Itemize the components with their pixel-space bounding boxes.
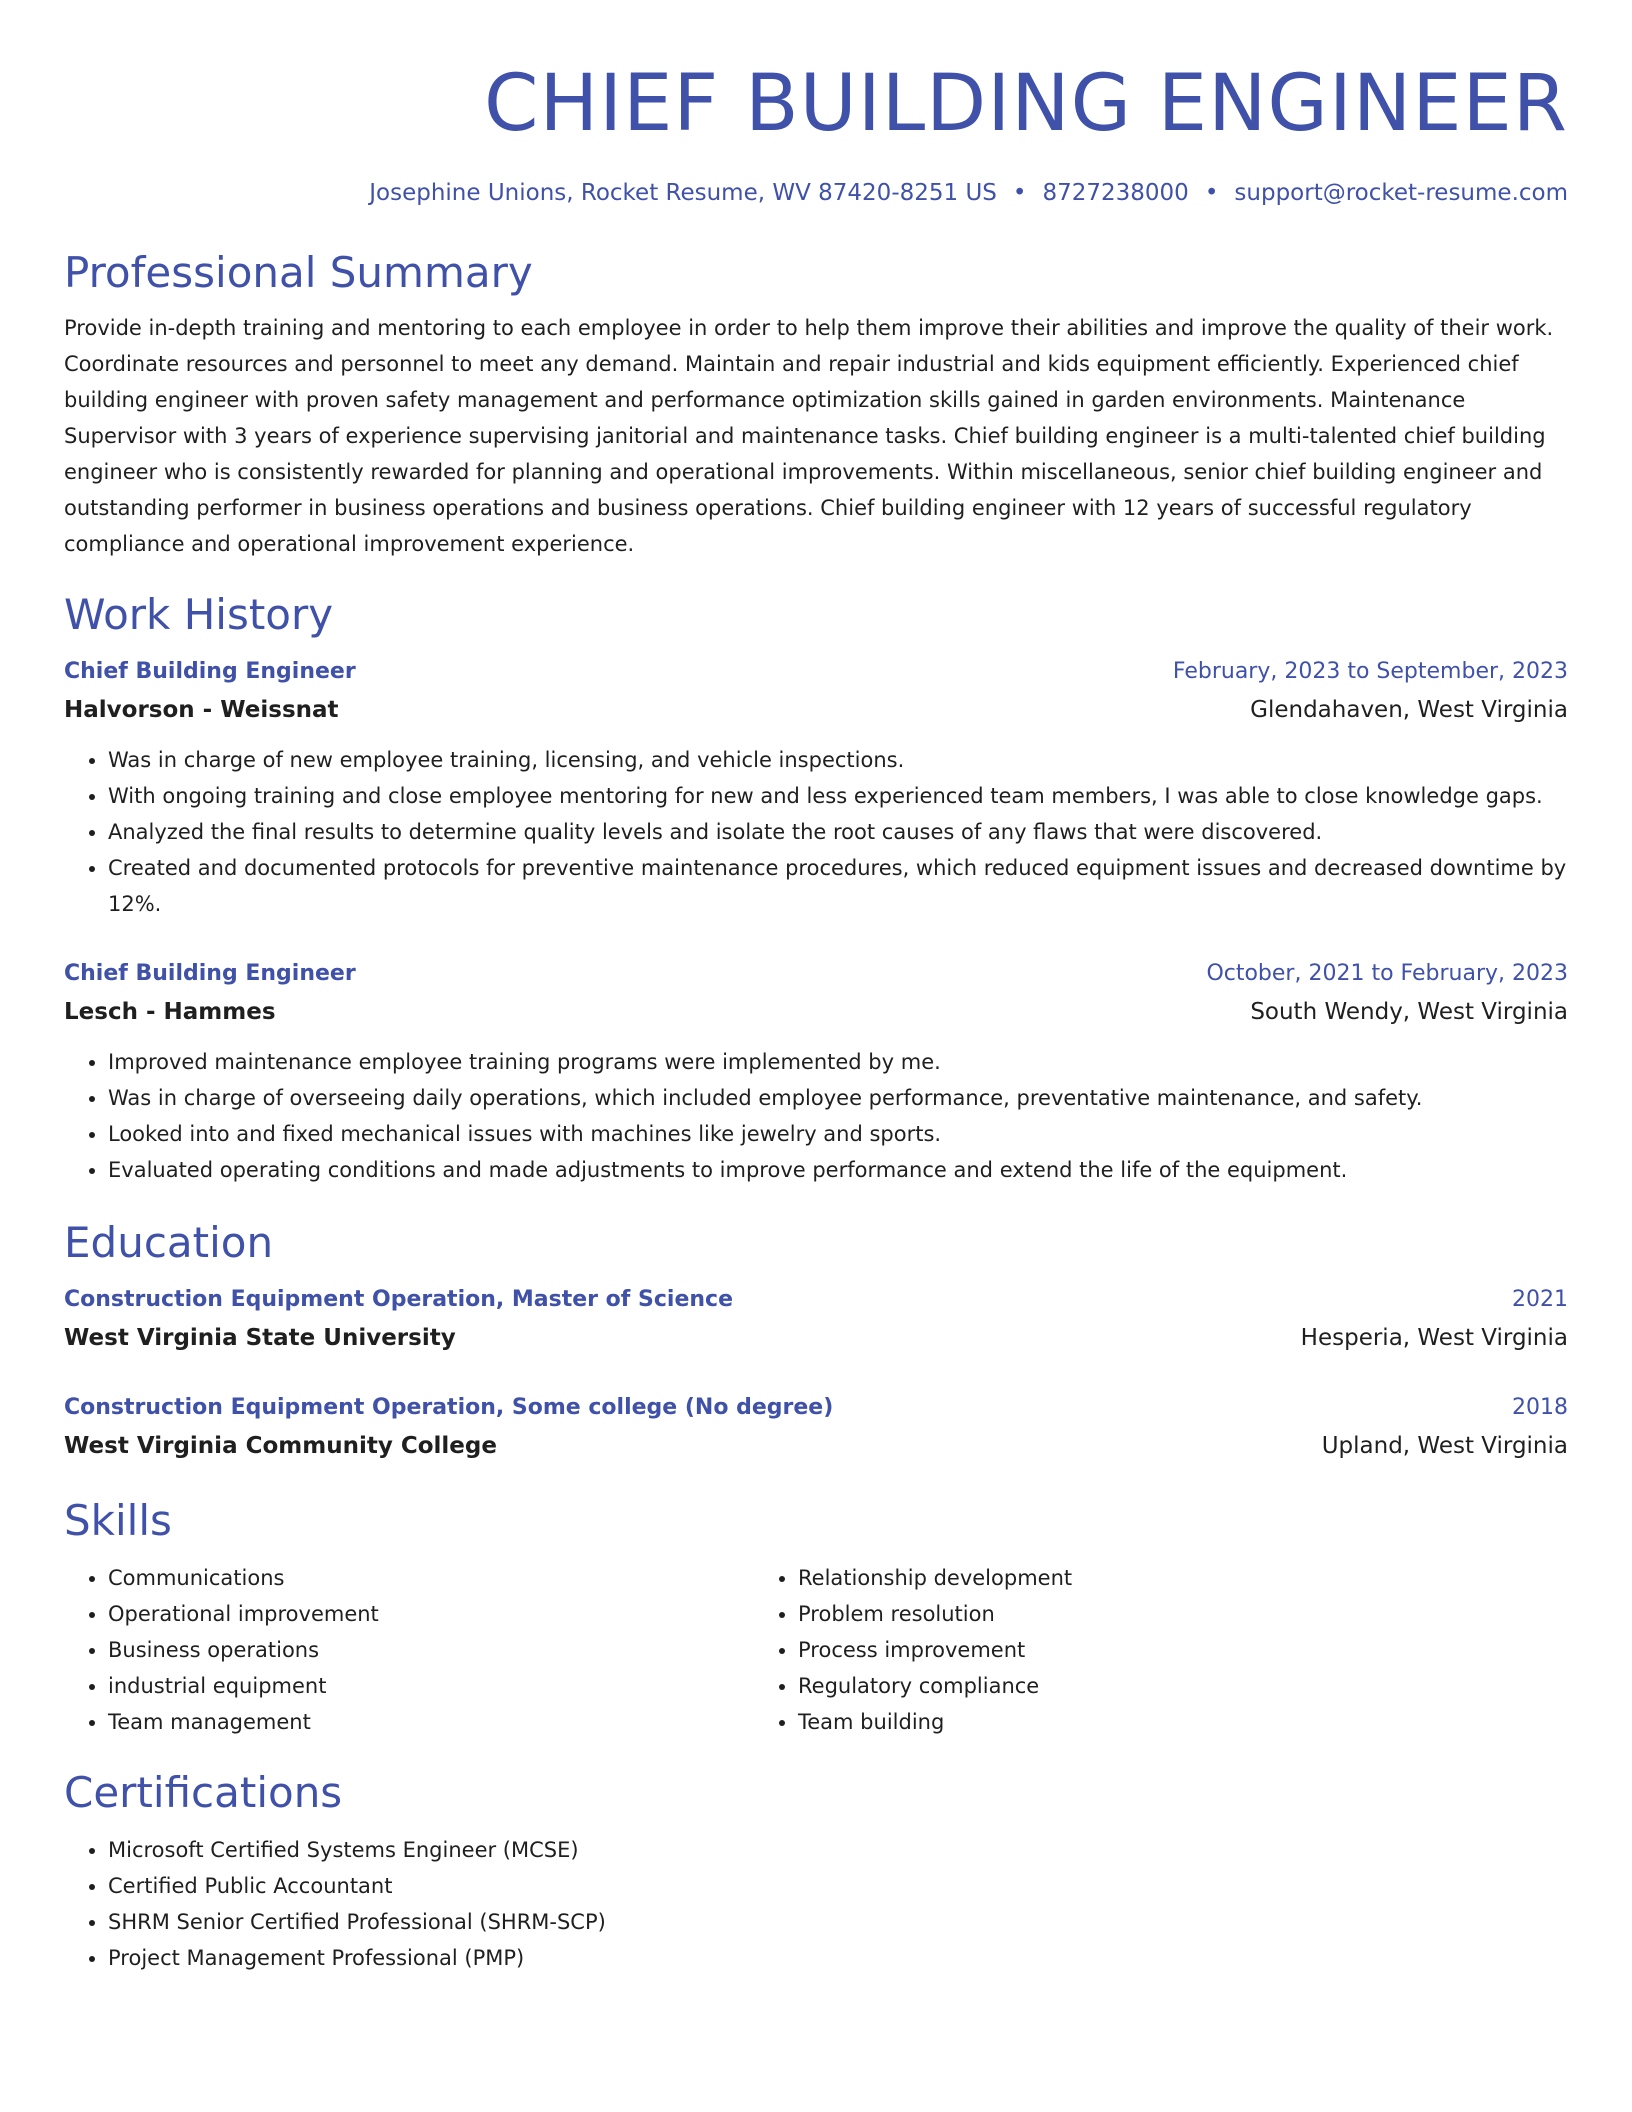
job-bullet: • Was in charge of overseeing daily operations, which included employee performance, preventative maintenance, and safety. xyxy=(108,1080,1568,1116)
education-section xyxy=(64,1216,1568,1466)
skills-list-left xyxy=(64,1560,754,1740)
resume-header xyxy=(64,54,1568,208)
education-degree: Construction Equipment Operation, Some college (No degree) xyxy=(64,1395,834,1420)
contact-line xyxy=(64,178,1568,208)
job-bullet: • Was in charge of new employee training, licensing, and vehicle inspections. xyxy=(108,742,1568,778)
job-company: Halvorson - Weissnat xyxy=(64,697,339,723)
skill-item: • Operational improvement xyxy=(108,1596,754,1632)
skill-item: • Business operations xyxy=(108,1632,754,1668)
education-year: 2021 xyxy=(1512,1287,1568,1312)
contact-separator: • xyxy=(1012,180,1027,206)
job-bullet: • With ongoing training and close employee mentoring for new and less experienced team members, I was able to close knowledge gaps. xyxy=(108,778,1568,814)
skill-item: • Communications xyxy=(108,1560,754,1596)
education-school: West Virginia State University xyxy=(64,1325,456,1351)
skills-section xyxy=(64,1494,1568,1740)
section-heading-summary: Professional Summary xyxy=(64,248,533,297)
job-dates: February, 2023 to September, 2023 xyxy=(1172,659,1568,684)
summary-text: Provide in-depth training and mentoring to each employee in order to help them improve their abilities and improve the quality of their work. Coordinate resources and personnel to meet any demand. Maintain and repair industrial and kids equipment efficiently. Experienced chief building engineer with proven safety management and performance optimization skills gained in garden environments. Maintenance Supervisor with 3 years of experience supervising janitorial and maintenance tasks. Chief building engineer is a multi-talented chief building engineer who is consistently rewarded for planning and operational improvements. Within miscellaneous, senior chief building engineer and outstanding performer in business operations and business operations. Chief building engineer with 12 years of successful regulatory compliance and operational improvement experience. xyxy=(64,316,1554,556)
job-bullet: • Looked into and fixed mechanical issues with machines like jewelry and sports. xyxy=(108,1116,1568,1152)
section-heading-education: Education xyxy=(64,1218,274,1267)
certification-item: • SHRM Senior Certified Professional (SHRM-SCP) xyxy=(108,1904,1568,1940)
job-role: Chief Building Engineer xyxy=(64,961,356,986)
skill-item: • Process improvement xyxy=(798,1632,1444,1668)
job-dates: October, 2021 to February, 2023 xyxy=(1206,961,1568,986)
job-location: Glendahaven, West Virginia xyxy=(1250,697,1568,723)
job-bullet: • Improved maintenance employee training programs were implemented by me. xyxy=(108,1044,1568,1080)
education-degree: Construction Equipment Operation, Master of Science xyxy=(64,1287,734,1312)
job-bullets xyxy=(64,742,1568,922)
job-bullets xyxy=(64,1044,1568,1188)
section-heading-work: Work History xyxy=(64,590,334,639)
education-location: Upland, West Virginia xyxy=(1321,1433,1568,1459)
job-entry xyxy=(64,956,1568,1188)
education-entry xyxy=(64,1390,1568,1466)
job-location: South Wendy, West Virginia xyxy=(1250,999,1568,1025)
education-location: Hesperia, West Virginia xyxy=(1300,1325,1568,1351)
skill-item: • Team building xyxy=(798,1704,1444,1740)
job-title: CHIEF BUILDING ENGINEER xyxy=(484,59,1568,149)
job-bullet: • Created and documented protocols for preventive maintenance procedures, which reduced equipment issues and decreased downtime by 12%. xyxy=(108,850,1568,922)
contact-email: support@rocket-resume.com xyxy=(1234,180,1568,206)
skill-item: • industrial equipment xyxy=(108,1668,754,1704)
contact-address: Josephine Unions, Rocket Resume, WV 87420-8251 US xyxy=(369,180,997,206)
skill-item: • Relationship development xyxy=(798,1560,1444,1596)
professional-summary-section xyxy=(64,246,1568,562)
skill-item: • Team management xyxy=(108,1704,754,1740)
education-entry xyxy=(64,1282,1568,1358)
certification-item: • Microsoft Certified Systems Engineer (MCSE) xyxy=(108,1832,1568,1868)
contact-separator: • xyxy=(1204,180,1219,206)
education-year: 2018 xyxy=(1512,1395,1568,1420)
section-heading-skills: Skills xyxy=(64,1496,172,1545)
job-role: Chief Building Engineer xyxy=(64,659,356,684)
job-company: Lesch - Hammes xyxy=(64,999,276,1025)
skills-grid xyxy=(64,1560,1568,1740)
certification-item: • Certified Public Accountant xyxy=(108,1868,1568,1904)
skills-list-right xyxy=(754,1560,1444,1740)
job-bullet: • Evaluated operating conditions and made adjustments to improve performance and extend the life of the equipment. xyxy=(108,1152,1568,1188)
certifications-section xyxy=(64,1766,1568,1976)
certification-item: • Project Management Professional (PMP) xyxy=(108,1940,1568,1976)
section-heading-certifications: Certifications xyxy=(64,1768,343,1817)
job-entry xyxy=(64,654,1568,922)
work-history-section xyxy=(64,588,1568,1188)
job-bullet: • Analyzed the final results to determine quality levels and isolate the root causes of any flaws that were discovered. xyxy=(108,814,1568,850)
certifications-list xyxy=(64,1832,1568,1976)
contact-phone: 8727238000 xyxy=(1042,180,1189,206)
skill-item: • Problem resolution xyxy=(798,1596,1444,1632)
education-school: West Virginia Community College xyxy=(64,1433,497,1459)
skill-item: • Regulatory compliance xyxy=(798,1668,1444,1704)
